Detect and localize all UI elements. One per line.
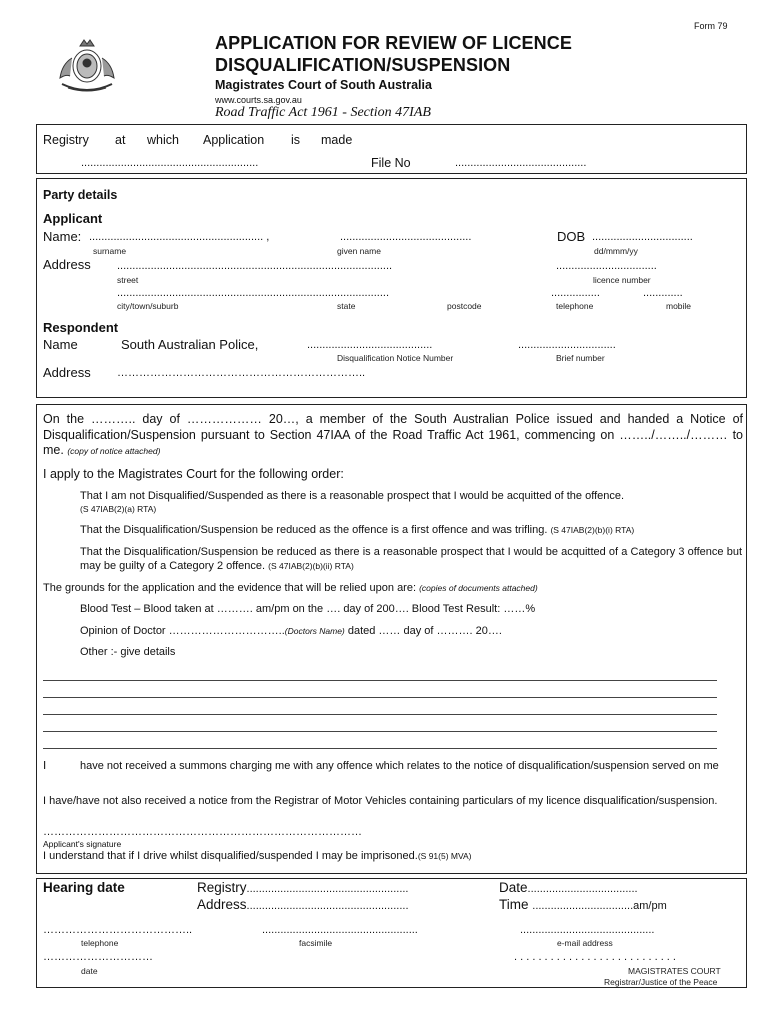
ground3-text: Other :- give details: [80, 646, 176, 658]
registry-at: at: [115, 133, 126, 147]
brief-number-field[interactable]: ................................: [518, 339, 616, 351]
name-label: Name:: [43, 229, 82, 244]
option3-ref: (S 47IAB(2)(b)(ii) RTA): [268, 561, 354, 571]
option3-text: That the Disqualification/Suspension be reduced as there is a reasonable prospect that I would be acquitted of a Category 3 offence but may be guilty of a Category 2 offence. (S 47IAB(2)(b)(ii) RTA): [80, 546, 742, 572]
registrar-signature-field[interactable]: . . . . . . . . . . . . . . . . . . . . . . . . . . .: [514, 951, 676, 963]
surname-field[interactable]: ......................................................... ,: [89, 231, 270, 243]
party-details-heading: Party details: [43, 188, 118, 202]
respondent-address-field[interactable]: …………………………………………………………..: [117, 367, 366, 379]
court-name: Magistrates Court of South Australia: [215, 78, 432, 92]
hearing-email-field[interactable]: ............................................: [520, 924, 655, 936]
option1-text: That I am not Disqualified/Suspended as there is a reasonable prospect that I would be acquitted of the offence. (S 47IAB(2)(a) RTA): [80, 490, 625, 514]
details-line-1[interactable]: [43, 680, 717, 681]
option2-ref: (S 47IAB(2)(b)(i) RTA): [550, 525, 635, 535]
respondent-heading: Respondent: [43, 320, 119, 335]
ground1-text: Blood Test – Blood taken at ………. am/pm on the …. day of 200…. Blood Test Result: ……%: [80, 603, 536, 615]
notice-number-caption: Disqualification Notice Number: [337, 353, 454, 363]
hearing-address-label: Address.....................................................: [197, 897, 409, 912]
state-caption: state: [337, 301, 356, 311]
respondent-address-label: Address: [43, 365, 91, 380]
hearing-time-label: Time .................................am/pm: [499, 897, 667, 912]
form-title-line1: APPLICATION FOR REVIEW OF LICENCE: [215, 33, 572, 53]
registry-is: is: [291, 133, 301, 147]
registry-label: Registry: [43, 133, 89, 147]
hearing-email-caption: e-mail address: [557, 938, 613, 948]
dob-caption: dd/mmm/yy: [594, 246, 638, 256]
act-reference: Road Traffic Act 1961 - Section 47IAB: [215, 105, 431, 120]
registry-made: made: [321, 133, 353, 147]
signature-field[interactable]: ……………………………………………………………………………: [43, 826, 362, 838]
licence-number-caption: licence number: [593, 275, 651, 285]
hearing-telephone-caption: telephone: [81, 938, 119, 948]
registry-field[interactable]: ..........................................................: [81, 157, 259, 169]
imprisonment-warning: I understand that if I drive whilst disqualified/suspended I may be imprisoned.(S 91(5) MVA): [43, 850, 472, 862]
telephone-caption: telephone: [556, 301, 594, 311]
hearing-address-field[interactable]: .....................................................: [246, 900, 409, 912]
registrar-notice-text: I have/have not also received a notice from the Registrar of Motor Vehicles containing particulars of my licence disqualification/suspension.: [43, 795, 718, 807]
form-number: Form 79: [694, 21, 728, 31]
notice-number-field[interactable]: .........................................: [307, 339, 433, 351]
details-line-2[interactable]: [43, 697, 717, 698]
hearing-date-field[interactable]: ....................................: [527, 883, 638, 895]
grounds-note: (copies of documents attached): [419, 583, 538, 593]
applicant-heading: Applicant: [43, 211, 103, 226]
dob-field[interactable]: .................................: [592, 231, 693, 243]
option1-ref: (S 47IAB(2)(a) RTA): [80, 504, 157, 514]
hearing-registry-field[interactable]: .....................................................: [246, 883, 409, 895]
ground2-text: Opinion of Doctor …………………………..(Doctors Name) dated …… day of ………. 20….: [80, 625, 502, 637]
city-state-postcode-field[interactable]: .........................................................................................: [117, 287, 389, 299]
hearing-registry-label: Registry.....................................................: [197, 880, 409, 895]
mobile-field[interactable]: .............: [643, 287, 683, 299]
court-website[interactable]: www.courts.sa.gov.au: [215, 95, 302, 105]
option2-text: That the Disqualification/Suspension be reduced as the offence is a first offence and was trifling. (S 47IAB(2)(b)(i) RTA): [80, 524, 635, 536]
city-caption: city/town/suburb: [117, 301, 179, 311]
registry-which: which: [147, 133, 179, 147]
street-field[interactable]: ..........................................................................................: [117, 260, 393, 272]
ground2-note: (Doctors Name): [284, 626, 345, 636]
hearing-facsimile-field[interactable]: ...................................................: [262, 924, 418, 936]
hearing-date2-caption: date: [81, 966, 98, 976]
form-title-line2: DISQUALIFICATION/SUSPENSION: [215, 55, 511, 75]
intro-note: (copy of notice attached): [67, 446, 161, 456]
postcode-caption: postcode: [447, 301, 482, 311]
magistrates-court-caption: MAGISTRATES COURT: [628, 966, 721, 976]
hearing-time-field[interactable]: .................................: [532, 900, 634, 912]
grounds-statement: The grounds for the application and the evidence that will be relied upon are: (copies of documents attached): [43, 582, 538, 594]
given-name-field[interactable]: ...........................................: [340, 231, 472, 243]
file-no-label: File No: [371, 156, 411, 170]
licence-number-field[interactable]: .................................: [556, 260, 657, 272]
hearing-facsimile-caption: facsimile: [299, 938, 333, 948]
details-line-5[interactable]: [43, 748, 717, 749]
summons-checkbox[interactable]: I: [43, 759, 47, 772]
apply-statement: I apply to the Magistrates Court for the following order:: [43, 467, 344, 481]
surname-caption: surname: [93, 246, 127, 256]
registry-application: Application: [203, 133, 265, 147]
hearing-date-label: Date....................................: [499, 880, 638, 895]
intro-paragraph: On the ……….. day of ……………… 20…, a member of the South Australian Police issued and handed a Notice of Disqualification/Suspension pursuant to Section 47IAA of the Road Traffic Act 1961, commencing on ……../……../……… to me. (copy of notice attached): [43, 412, 743, 457]
details-line-4[interactable]: [43, 731, 717, 732]
hearing-heading: Hearing date: [43, 880, 125, 895]
respondent-name-value: South Australian Police,: [121, 337, 259, 352]
summons-text: have not received a summons charging me with any offence which relates to the notice of disqualification/suspension served on me: [80, 760, 719, 772]
address-label: Address: [43, 257, 91, 272]
registrar-jp-caption: Registrar/Justice of the Peace: [604, 977, 718, 987]
coat-of-arms-logo: [50, 36, 124, 98]
file-no-field[interactable]: ...........................................: [455, 157, 587, 169]
ampm-label: am/pm: [633, 900, 667, 912]
mobile-caption: mobile: [666, 301, 692, 311]
imprisonment-ref: (S 91(5) MVA): [417, 851, 472, 861]
brief-number-caption: Brief number: [556, 353, 605, 363]
respondent-name-label: Name: [43, 337, 78, 352]
hearing-date2-field[interactable]: …………………………: [43, 951, 153, 963]
street-caption: street: [117, 275, 139, 285]
telephone-field[interactable]: ................: [551, 287, 600, 299]
signature-caption: Applicant's signature: [43, 839, 122, 849]
details-line-3[interactable]: [43, 714, 717, 715]
dob-label: DOB: [557, 229, 586, 244]
given-name-caption: given name: [337, 246, 381, 256]
hearing-telephone-field[interactable]: …………………………………..: [43, 924, 193, 936]
